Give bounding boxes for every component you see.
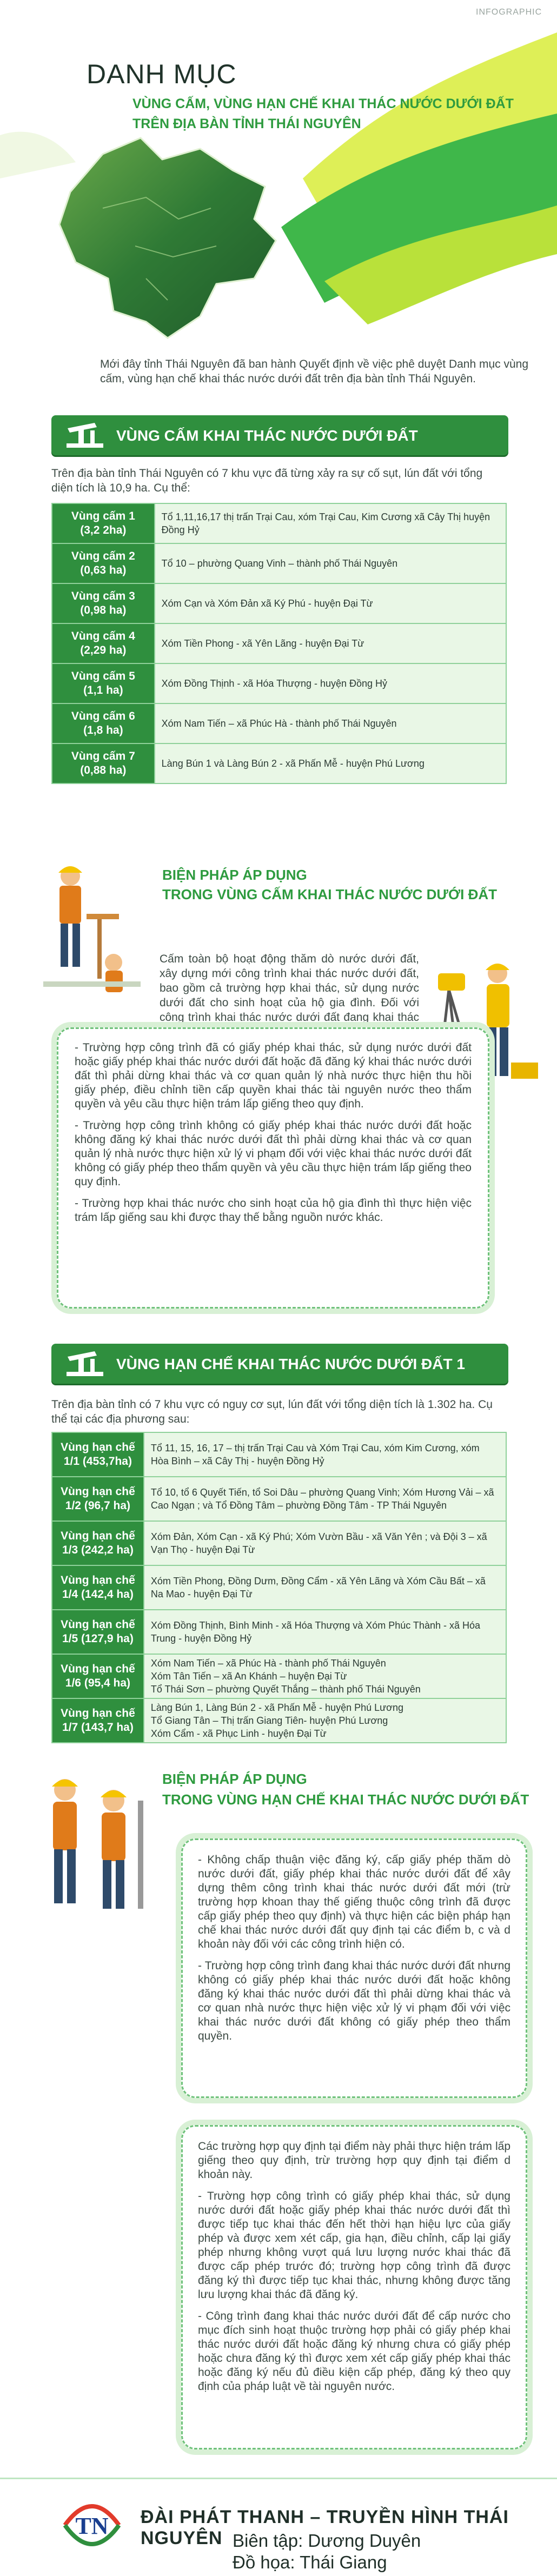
footer-designer: Đồ họa: Thái Giang [233,2552,387,2572]
zone-label-cell [52,1610,144,1654]
zone-name: Vùng cấm 3 [71,590,135,602]
zone-area: 1/5 (127,9 ha) [62,1632,134,1645]
zone-name: Vùng cấm 4 [71,630,135,642]
zone-name: Vùng hạn chế [61,1530,135,1542]
ban-zones-table [51,503,507,784]
measures2-title-2: TRONG VÙNG HẠN CHẾ KHAI THÁC NƯỚC DƯỚI ĐẤT [162,1791,529,1808]
pump-icon [63,1348,107,1379]
page-subtitle-1: VÙNG CẤM, VÙNG HẠN CHẾ KHAI THÁC NƯỚC DƯỚI ĐẤT [132,96,514,111]
zone-name: Vùng hạn chế [61,1618,135,1631]
zone-label-cell [52,1521,144,1565]
zone-name: Vùng hạn chế [61,1441,135,1453]
station-logo-text: TN [75,2513,109,2539]
table-row [52,1654,506,1698]
zone-location-cell: Xóm Đản, Xóm Cạn - xã Ký Phú; Xóm Vườn Bầu - xã Văn Yên ; và Đội 3 – xã Vạn Thọ - huyện Đại Từ [144,1521,506,1565]
table-row [52,503,506,543]
zone-location-cell: Tổ 10 – phường Quang Vinh – thành phố Thái Nguyên [155,543,506,583]
table-row [52,623,506,663]
zone-area: (2,29 ha) [80,644,127,656]
zone-label-cell [52,543,155,583]
section2-description: Trên địa bàn tỉnh có 7 khu vực có nguy cơ sụt, lún đất với tổng diện tích là 1.302 ha. Cụ thể tại các địa phương sau: [51,1398,493,1425]
province-map-image [38,116,297,354]
zone-location-cell: Xóm Đồng Thịnh - xã Hóa Thượng - huyện Đồng Hỷ [155,663,506,703]
section2-banner [51,1344,508,1384]
footer-editor: Biên tập: Dương Duyên [233,2531,421,2551]
station-logo-icon [59,2493,124,2558]
zone-location-cell: Xóm Tiền Phong - xã Yên Lãng - huyện Đại Từ [155,623,506,663]
pump-icon [63,420,107,451]
zone-location-cell: Tổ 11, 15, 16, 17 – thị trấn Trại Cau và Xóm Trại Cau, xóm Kim Cương, xóm Hòa Bình – xã Cây Thị - huyện Đồng Hỷ [144,1432,506,1477]
zone-label-cell [52,503,155,543]
section2-banner-text: VÙNG HẠN CHẾ KHAI THÁC NƯỚC DƯỚI ĐẤT 1 [116,1356,465,1372]
engineers-illustration [22,1768,151,1925]
intro-paragraph: Mới đây tỉnh Thái Nguyên đã ban hành Quyết định về việc phê duyệt Danh mục vùng cấm, vùng hạn chế khai thác nước dưới đất trên địa bàn tỉnh Thái Nguyên. [100,358,529,385]
restricted-zones-table [51,1432,507,1743]
zone-location-cell: Tổ 10, tổ 6 Quyết Tiến, tổ Soi Dâu – phường Quang Vinh; Xóm Hương Vải – xã Cao Ngạn ; và Tổ Đồng Tâm – phường Đồng Tâm - TP Thái Nguyên [144,1477,506,1521]
zone-location-cell: Xóm Cạn và Xóm Đản xã Ký Phú - huyện Đại Từ [155,583,506,623]
table-row [52,703,506,743]
footer-org: ĐÀI PHÁT THANH – TRUYỀN HÌNH THÁI NGUYÊN [141,2507,509,2548]
table-row [52,743,506,784]
table-row [52,583,506,623]
measures2-box1-item: - Trường hợp công trình đang khai thác nước dưới đất nhưng không có giấy phép khai thác nước dưới đất hoặc không đăng ký khai thác nước dưới đất thì phải dừng khai thác và cơ quan nhà nước thực hiện việc xử lý vi phạm đối với việc khai thác nước dưới đất không có giấy phép theo thẩm quyền. [198,1960,510,2042]
measures2-box-2 [181,2125,527,2449]
zone-label-cell [52,623,155,663]
measures1-box [57,1027,489,1309]
zone-label-cell [52,1654,144,1698]
workers-illustration [32,854,146,995]
zone-location-cell: Xóm Nam Tiến – xã Phúc Hà - thành phố Thái Nguyên Xóm Tân Tiến – xã An Khánh – huyện Đại Từ Tổ Thái Sơn – phường Quyết Thắng – thành phố Thái Nguyên [144,1654,506,1698]
table-row [52,1610,506,1654]
zone-area: 1/3 (242,2 ha) [62,1544,134,1556]
section1-banner-text: VÙNG CẤM KHAI THÁC NƯỚC DƯỚI ĐẤT [116,427,418,444]
section1-description: Trên địa bàn tỉnh Thái Nguyên có 7 khu vực đã từng xảy ra sự cố sụt, lún đất với tổng diện tích là 10,9 ha. Cụ thể: [51,467,483,494]
zone-label-cell [52,1565,144,1610]
measures2-box1-item: - Không chấp thuận việc đăng ký, cấp giấy phép thăm dò nước dưới đất, giấy phép khai thác nước dưới đất để xây dựng thêm công trình khai thác nước dưới đất mới (trừ trường hợp khoan thay thế giếng thuộc công trình đã được cấp giấy phép theo quy định) và thực hiện các biện pháp hạn chế khai thác nước dưới đất quy định tại các điểm b, c và d khoản này đối với các công trình hiện có. [198,1854,510,1950]
zone-label-cell [52,663,155,703]
zone-area: 1/4 (142,4 ha) [62,1588,134,1601]
table-row [52,1432,506,1477]
zone-name: Vùng hạn chế [61,1707,135,1719]
table-row [52,543,506,583]
zone-area: 1/6 (95,4 ha) [65,1677,131,1689]
zone-label-cell [52,1698,144,1743]
zone-name: Vùng cấm 6 [71,710,135,722]
zone-name: Vùng cấm 5 [71,670,135,682]
measures1-title-2: TRONG VÙNG CẤM KHAI THÁC NƯỚC DƯỚI ĐẤT [162,886,498,902]
table-row [52,1521,506,1565]
zone-location-cell: Xóm Đồng Thịnh, Bình Minh - xã Hóa Thượng và Xóm Phúc Thành - xã Hóa Trung - huyện Đồng Hỷ [144,1610,506,1654]
zone-name: Vùng hạn chế [61,1663,135,1675]
measures2-box2-item: - Trường hợp công trình có giấy phép khai thác, sử dụng nước dưới đất hoặc giấy phép khai thác nước dưới đất thì được tiếp tục khai thác đến hết thời hạn hiệu lực của giấy phép và được xem xét cấp, gia hạn, điều chỉnh, cấp lại giấy phép nhưng không vượt quá lưu lượng nước khai thác đã được cấp phép trước đó; trường hợp công trình đã được đăng ký thì được tiếp tục khai thác, nhưng không được tăng lưu lượng khai thác đã đăng ký. [198,2190,510,2301]
zone-location-cell: Xóm Tiền Phong, Đồng Dưm, Đồng Cẩm - xã Yên Lãng và Xóm Cầu Bất – xã Na Mao - huyện Đại Từ [144,1565,506,1610]
measures1-lead: Cấm toàn bộ hoạt động thăm dò nước dưới đất, xây dựng mới công trình khai thác nước dưới đất, bao gồm cả trường hợp khai thác, sử dụng nước dưới đất cho sinh hoạt của hộ gia đình. Đối với công trình khai thác nước dưới đất đang khai thác [160,953,419,1024]
zone-area: (3,2 2ha) [80,524,127,536]
zone-area: (0,98 ha) [80,604,127,616]
measures2-box2-item: Các trường hợp quy định tại điểm này phải thực hiện trám lấp giếng theo quy định, trừ trường hợp quy định tại điểm d khoản này. [198,2140,510,2181]
zone-name: Vùng cấm 7 [71,750,135,762]
footer-divider [0,2478,557,2479]
infographic-label: INFOGRAPHIC [476,8,542,17]
measures2-box2-item: - Công trình đang khai thác nước dưới đất để cấp nước cho mục đích sinh hoạt thuộc trường hợp phải có giấy phép khai thác nước dưới đất hoặc đăng ký nhưng chưa có giấy phép hoặc chưa đăng ký thì được xem xét cấp giấy phép khai thác hoặc đăng ký nếu đủ điều kiện cấp phép, đăng ký theo quy định của pháp luật về tài nguyên nước. [198,2310,510,2393]
page-title: DANH MỤC [87,59,237,89]
zone-name: Vùng cấm 2 [71,550,135,562]
table-row [52,1477,506,1521]
zone-label-cell [52,583,155,623]
zone-location-cell: Xóm Nam Tiến – xã Phúc Hà - thành phố Thái Nguyên [155,703,506,743]
zone-name: Vùng cấm 1 [71,510,135,522]
zone-area: 1/2 (96,7 ha) [65,1499,131,1512]
zone-area: (1,1 ha) [83,684,123,696]
zone-area: 1/1 (453,7ha) [63,1455,132,1468]
zone-area: 1/7 (143,7 ha) [62,1721,134,1734]
measures2-title-1: BIỆN PHÁP ÁP DỤNG [162,1771,307,1787]
zone-name: Vùng hạn chế [61,1574,135,1586]
zone-location-cell: Tổ 1,11,16,17 thị trấn Trại Cau, xóm Trại Cau, Kim Cương xã Cây Thị huyện Đồng Hỷ [155,503,506,543]
zone-location-cell: Làng Bún 1 và Làng Bún 2 - xã Phấn Mễ - huyện Phú Lương [155,743,506,784]
zone-area: (1,8 ha) [83,724,123,736]
measures1-item: - Trường hợp công trình không có giấy phép khai thác nước dưới đất hoặc không đăng ký khai thác nước dưới đất thì phải dừng khai thác và cơ quan quản lý nhà nước thực hiện xử lý vi phạm đối với việc khai thác nước dưới đất không có giấy phép theo thẩm quyền và yêu cầu thực hiện trám lấp giếng theo quy định. [75,1119,472,1188]
measures1-item: - Trường hợp công trình đã có giấy phép khai thác, sử dụng nước dưới đất hoặc giấy phép khai thác nước dưới đất hoặc đã đăng ký khai thác nước dưới đất thì phải dừng khai thác và cơ quan quản lý nhà nước thực hiện thu hồi giấy phép, điều chỉnh tiền cấp quyền khai thác tài nguyên nước theo thẩm quyền và yêu cầu thực hiện trám lấp giếng theo quy định. [75,1041,472,1110]
zone-label-cell [52,1432,144,1477]
zone-label-cell [52,703,155,743]
zone-location-cell: Làng Bún 1, Làng Bún 2 - xã Phấn Mễ - huyện Phú Lương Tổ Giang Tân – Thị trấn Giang Tiên- huyện Phú Lương Xóm Cẩm - xã Phục Linh - huyện Đại Từ [144,1698,506,1743]
zone-label-cell [52,1477,144,1521]
table-row [52,1698,506,1743]
page-subtitle-2: TRÊN ĐỊA BÀN TỈNH THÁI NGUYÊN [132,116,361,131]
table-row [52,663,506,703]
zone-name: Vùng hạn chế [61,1485,135,1498]
measures1-title-1: BIỆN PHÁP ÁP DỤNG [162,867,307,883]
measures1-item: - Trường hợp khai thác nước cho sinh hoạt của hộ gia đình thì thực hiện việc trám lấp giếng sau khi được thay thế bằng nguồn nước khác. [75,1197,472,1224]
zone-area: (0,63 ha) [80,564,127,576]
table-row [52,1565,506,1610]
section1-banner [51,415,508,455]
zone-area: (0,88 ha) [80,764,127,776]
zone-label-cell [52,743,155,784]
measures2-box-1 [181,1838,527,2098]
